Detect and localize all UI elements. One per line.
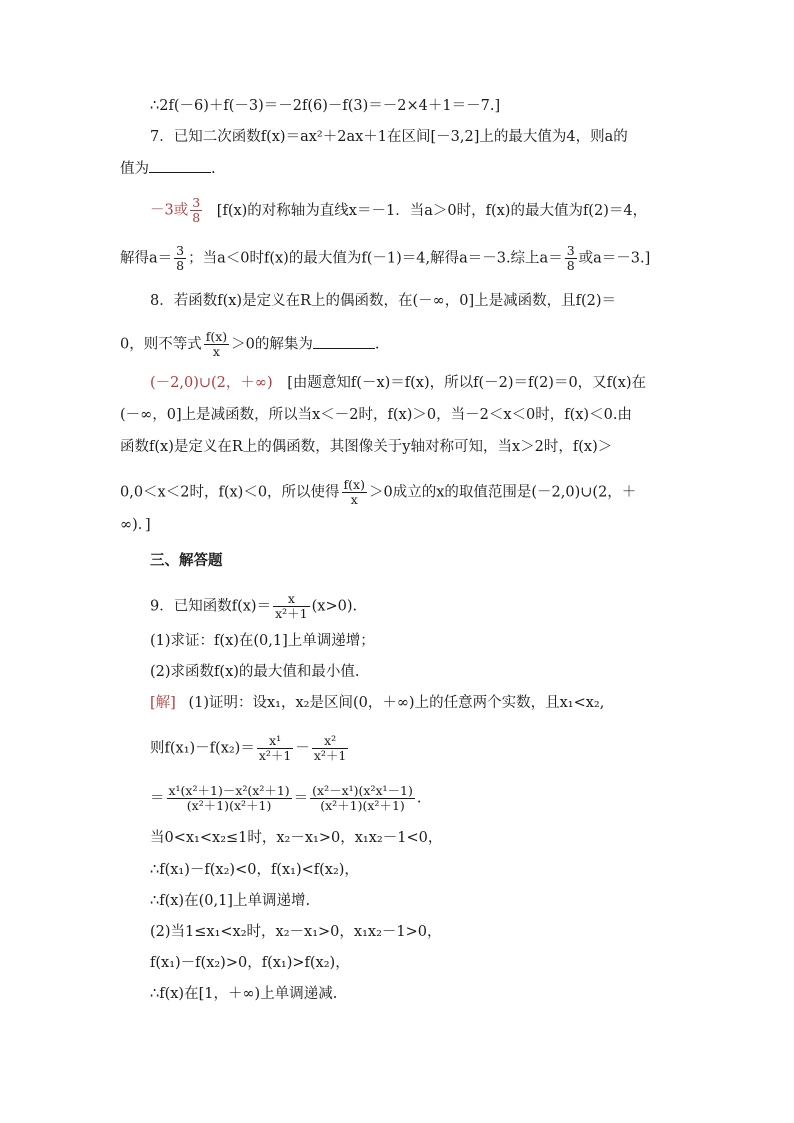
fraction xyxy=(204,330,229,359)
solution-line: 当0<x₁<x₂≤1时，x₂－x₁>0，x₁x₂－1<0， xyxy=(150,830,443,846)
numerator: f(x) xyxy=(343,477,365,492)
fraction xyxy=(342,478,367,507)
text: . xyxy=(211,161,216,177)
text: (1)证明：设x₁，x₂是区间(0，＋∞)上的任意两个实数，且x₁<x₂, xyxy=(188,695,605,711)
solution-line: (2)当1≤x₁<x₂时，x₂－x₁>0，x₁x₂－1>0， xyxy=(150,924,442,940)
denominator: x xyxy=(212,344,220,359)
text: 0,0＜x＜2时，f(x)＜0，所以使得 xyxy=(120,484,340,501)
fraction xyxy=(310,784,415,813)
answer-8-cont: 函数f(x)是定义在R上的偶函数，其图像关于y轴对称可知，当x＞2时，f(x)＞ xyxy=(120,439,613,455)
answer-blank xyxy=(313,334,375,349)
denominator: 8 xyxy=(192,210,201,225)
text: ＞0成立的x的取值范围是(－2,0)∪(2，＋ xyxy=(368,484,637,501)
explanation: [f(x)的对称轴为直线x＝－1．当a＞0时，f(x)的最大值为f(2)＝4， xyxy=(216,202,648,219)
solution-tag: [解] xyxy=(150,695,176,711)
fraction xyxy=(565,244,577,273)
fraction xyxy=(273,592,310,621)
explanation: [由题意知f(－x)＝f(x)，所以f(－2)＝f(2)＝0，又f(x)在 xyxy=(287,375,647,391)
text: (x>0). xyxy=(311,598,358,615)
numerator: (x²－x¹)(x²x¹－1) xyxy=(312,783,413,798)
text: . xyxy=(416,790,422,807)
numerator: x xyxy=(273,592,310,607)
question-8: 8．若函数f(x)是定义在R上的偶函数，在(－∞，0]上是减函数，且f(2)＝ xyxy=(150,293,617,309)
text: 或a＝－3.] xyxy=(578,250,651,267)
answer-value: －3或 xyxy=(150,202,189,219)
answer-8-cont: ∞)．] xyxy=(120,517,151,533)
answer-blank xyxy=(149,158,211,173)
section-heading: 三、解答题 xyxy=(150,553,223,569)
text: 值为 xyxy=(120,161,149,177)
numerator: x¹ xyxy=(257,734,294,749)
solution-line: f(x₁)－f(x₂)>0，f(x₁)>f(x₂)， xyxy=(150,955,350,971)
question-7: 7．已知二次函数f(x)＝ax²＋2ax＋1在区间[－3,2]上的最大值为4，则a的 xyxy=(150,129,628,145)
fraction xyxy=(174,244,186,273)
text: ；当a＜0时f(x)的最大值为f(－1)＝4,解得a＝－3.综上a＝ xyxy=(188,250,563,267)
text: . xyxy=(374,336,380,353)
denominator: (x²＋1)(x²＋1) xyxy=(320,798,405,813)
text: ＝ xyxy=(150,790,165,807)
text: 则f(x₁)－f(x₂)＝ xyxy=(150,740,255,757)
text: 9．已知函数f(x)＝ xyxy=(150,598,272,615)
fraction xyxy=(257,734,294,763)
answer-8 xyxy=(150,373,646,393)
denominator: 8 xyxy=(566,258,575,273)
denominator: 8 xyxy=(176,258,185,273)
solution-line: ∴f(x)在(0,1]上单调递增. xyxy=(150,893,311,909)
numerator: 3 xyxy=(192,195,201,210)
fraction xyxy=(167,784,292,813)
denominator: x²＋1 xyxy=(258,748,292,763)
denominator: x²＋1 xyxy=(275,606,308,621)
question-9-part2: (2)求函数f(x)的最大值和最小值. xyxy=(150,664,360,680)
numerator: 3 xyxy=(566,243,575,258)
solution-line xyxy=(150,693,604,713)
solution-line xyxy=(150,734,350,763)
text: ＞0的解集为 xyxy=(231,336,313,353)
question-9 xyxy=(150,592,357,621)
text: ＝ xyxy=(293,790,309,807)
numerator: f(x) xyxy=(205,329,228,344)
solution-line: ∴f(x₁)－f(x₂)<0，f(x₁)<f(x₂)， xyxy=(150,862,359,878)
answer-8-cont xyxy=(120,478,636,507)
text: － xyxy=(295,740,310,757)
answer-7 xyxy=(150,196,647,225)
denominator: x²＋1 xyxy=(313,748,347,763)
numerator: 3 xyxy=(176,243,185,258)
answer-value: (－2,0)∪(2，＋∞) xyxy=(150,375,273,391)
question-9-part1: (1)求证：f(x)在(0,1]上单调递增； xyxy=(150,633,375,649)
text-line: ∴2f(－6)＋f(－3)＝－2f(6)－f(3)＝－2×4＋1＝－7.] xyxy=(150,98,501,114)
question-8-cont xyxy=(120,330,380,359)
denominator: x xyxy=(350,492,358,507)
text: 解得a＝ xyxy=(120,250,173,267)
answer-8-cont: (－∞，0]上是减函数，所以当x＜－2时，f(x)＞0，当－2＜x＜0时，f(x)＜0.由 xyxy=(120,407,632,423)
solution-line: ∴f(x)在[1，＋∞)上单调递减. xyxy=(150,986,338,1002)
text: 0，则不等式 xyxy=(120,336,202,353)
question-7-cont xyxy=(120,158,216,179)
numerator: x² xyxy=(312,734,349,749)
numerator: x¹(x²＋1)－x²(x²＋1) xyxy=(168,783,290,798)
fraction xyxy=(312,734,349,763)
solution-line xyxy=(150,784,421,813)
fraction xyxy=(190,196,202,225)
denominator: (x²＋1)(x²＋1) xyxy=(186,798,272,813)
answer-7-cont xyxy=(120,244,650,273)
